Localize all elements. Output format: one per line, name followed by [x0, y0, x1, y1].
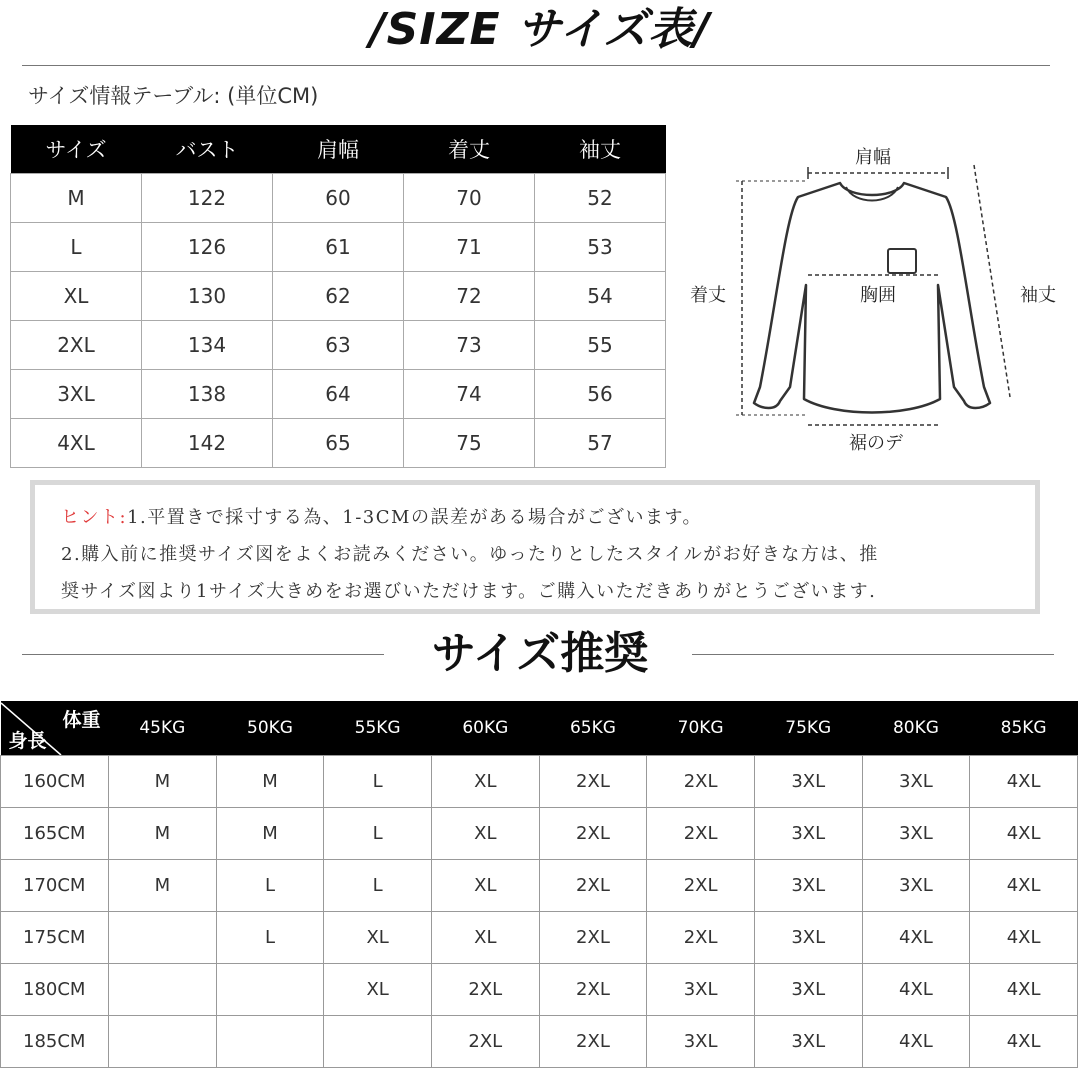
- sweatshirt-measurement-diagram: [668, 125, 1076, 467]
- size-chart-table: [10, 125, 666, 468]
- table-row: [1, 1016, 1078, 1068]
- table-cell: 75: [404, 419, 535, 468]
- height-cell: 160CM: [1, 756, 109, 808]
- table-cell: 56: [535, 370, 666, 419]
- table-cell: 2XL: [539, 964, 647, 1016]
- table-cell: 3XL: [754, 1016, 862, 1068]
- table-cell: 65: [273, 419, 404, 468]
- table-cell: L: [216, 860, 324, 912]
- table-cell: 2XL: [539, 1016, 647, 1068]
- table-cell: 53: [535, 223, 666, 272]
- hint-line-3: 奨サイズ図より1サイズ大きめをお選びいただけます。ご購入いただきありがとうございます.: [61, 581, 877, 602]
- recommend-title: サイズ推奨: [431, 628, 649, 679]
- table-row: [1, 912, 1078, 964]
- table-cell: 4XL: [970, 1016, 1078, 1068]
- table-row: [11, 174, 666, 223]
- table-cell: 63: [273, 321, 404, 370]
- table-cell: XL: [11, 272, 142, 321]
- table-cell: XL: [324, 964, 432, 1016]
- hint-line-1: [61, 499, 1013, 536]
- table-row: [1, 756, 1078, 808]
- table-cell: 2XL: [431, 1016, 539, 1068]
- table-cell: 134: [142, 321, 273, 370]
- table-cell: 3XL: [647, 964, 755, 1016]
- table-row: [1, 860, 1078, 912]
- hint-prefix: ヒント:: [61, 507, 128, 528]
- table-cell: 2XL: [431, 964, 539, 1016]
- hem-label: 裾のデ: [849, 433, 903, 454]
- title-divider: [22, 65, 1050, 66]
- table-cell: 2XL: [539, 756, 647, 808]
- table-cell: 4XL: [862, 912, 970, 964]
- table-cell: 4XL: [970, 756, 1078, 808]
- table-cell: 57: [535, 419, 666, 468]
- weight-header-cell: 70KG: [647, 701, 755, 756]
- table-cell: 138: [142, 370, 273, 419]
- table-cell: XL: [431, 756, 539, 808]
- table-cell: 70: [404, 174, 535, 223]
- weight-header-cell: 85KG: [970, 701, 1078, 756]
- height-axis-label: 身長: [8, 730, 47, 752]
- table-cell: M: [109, 756, 217, 808]
- table-cell: 3XL: [862, 860, 970, 912]
- table-cell: M: [11, 174, 142, 223]
- chest-label: 胸囲: [860, 285, 896, 306]
- shoulder-label: 肩幅: [855, 147, 891, 168]
- table-cell: 3XL: [11, 370, 142, 419]
- table-cell: L: [216, 912, 324, 964]
- table-cell: 4XL: [970, 912, 1078, 964]
- table-cell: 2XL: [647, 912, 755, 964]
- table-cell: XL: [324, 912, 432, 964]
- pocket-shape: [888, 249, 916, 273]
- table-cell: 2XL: [11, 321, 142, 370]
- table-cell: [216, 1016, 324, 1068]
- table-cell: 4XL: [970, 964, 1078, 1016]
- table-cell: [216, 964, 324, 1016]
- weight-header-cell: 80KG: [862, 701, 970, 756]
- sleeve-label: 袖丈: [1020, 285, 1056, 306]
- table-cell: M: [216, 756, 324, 808]
- table-cell: [324, 1016, 432, 1068]
- page-title: /SIZE サイズ表/: [369, 4, 711, 55]
- hint-box: [30, 480, 1040, 614]
- table-cell: L: [11, 223, 142, 272]
- table-cell: 4XL: [862, 964, 970, 1016]
- size-table-header-row: [11, 125, 666, 174]
- size-table-caption: サイズ情報テーブル: (単位CM): [28, 84, 319, 108]
- table-cell: 3XL: [862, 808, 970, 860]
- table-cell: 74: [404, 370, 535, 419]
- table-cell: 4XL: [11, 419, 142, 468]
- table-cell: 73: [404, 321, 535, 370]
- table-cell: 3XL: [754, 964, 862, 1016]
- table-cell: 2XL: [539, 860, 647, 912]
- weight-header-cell: 50KG: [216, 701, 324, 756]
- table-cell: 130: [142, 272, 273, 321]
- size-header-cell: バスト: [142, 125, 273, 174]
- size-header-cell: サイズ: [11, 125, 142, 174]
- table-cell: 4XL: [970, 860, 1078, 912]
- table-cell: M: [109, 808, 217, 860]
- table-cell: L: [324, 808, 432, 860]
- height-cell: 170CM: [1, 860, 109, 912]
- table-cell: M: [109, 860, 217, 912]
- table-row: [1, 808, 1078, 860]
- weight-axis-label: 体重: [62, 709, 101, 731]
- height-cell: 185CM: [1, 1016, 109, 1068]
- weight-header-cell: 60KG: [431, 701, 539, 756]
- table-row: [11, 223, 666, 272]
- table-cell: 4XL: [970, 808, 1078, 860]
- hint-text-1: 1.平置きで採寸する為、1-3CMの誤差がある場合がございます。: [127, 507, 702, 528]
- table-row: [11, 272, 666, 321]
- table-cell: XL: [431, 860, 539, 912]
- table-cell: 2XL: [647, 860, 755, 912]
- table-cell: 2XL: [539, 808, 647, 860]
- weight-header-cell: 45KG: [109, 701, 217, 756]
- table-cell: 3XL: [754, 912, 862, 964]
- rec-divider-right: [692, 654, 1054, 655]
- table-cell: 72: [404, 272, 535, 321]
- table-cell: 52: [535, 174, 666, 223]
- table-cell: 142: [142, 419, 273, 468]
- hint-line-2: 2.購入前に推奨サイズ図をよくお読みください。ゆったりとしたスタイルがお好きな方は、推: [61, 544, 879, 565]
- table-row: [11, 370, 666, 419]
- size-header-cell: 着丈: [404, 125, 535, 174]
- table-cell: 3XL: [754, 756, 862, 808]
- size-header-cell: 袖丈: [535, 125, 666, 174]
- table-cell: 122: [142, 174, 273, 223]
- weight-header-row: [1, 701, 1078, 756]
- table-cell: 62: [273, 272, 404, 321]
- table-cell: 4XL: [862, 1016, 970, 1068]
- table-cell: XL: [431, 808, 539, 860]
- height-cell: 175CM: [1, 912, 109, 964]
- table-cell: [109, 912, 217, 964]
- size-header-cell: 肩幅: [273, 125, 404, 174]
- table-cell: 71: [404, 223, 535, 272]
- height-cell: 180CM: [1, 964, 109, 1016]
- length-label: 着丈: [690, 285, 726, 306]
- weight-header-cell: 65KG: [539, 701, 647, 756]
- table-cell: [109, 1016, 217, 1068]
- table-cell: 64: [273, 370, 404, 419]
- table-cell: 3XL: [754, 808, 862, 860]
- table-cell: 54: [535, 272, 666, 321]
- table-cell: 126: [142, 223, 273, 272]
- weight-header-cell: 55KG: [324, 701, 432, 756]
- table-cell: 2XL: [647, 756, 755, 808]
- table-cell: 55: [535, 321, 666, 370]
- table-cell: L: [324, 860, 432, 912]
- height-cell: 165CM: [1, 808, 109, 860]
- table-row: [11, 321, 666, 370]
- table-cell: M: [216, 808, 324, 860]
- weight-header-cell: 75KG: [754, 701, 862, 756]
- table-cell: 3XL: [647, 1016, 755, 1068]
- table-cell: XL: [431, 912, 539, 964]
- table-cell: 2XL: [539, 912, 647, 964]
- table-cell: L: [324, 756, 432, 808]
- table-row: [11, 419, 666, 468]
- size-recommendation-table: [0, 701, 1078, 1068]
- table-row: [1, 964, 1078, 1016]
- table-cell: [109, 964, 217, 1016]
- table-cell: 60: [273, 174, 404, 223]
- table-cell: 2XL: [647, 808, 755, 860]
- corner-header-cell: [1, 701, 109, 756]
- table-cell: 3XL: [754, 860, 862, 912]
- table-cell: 3XL: [862, 756, 970, 808]
- table-cell: 61: [273, 223, 404, 272]
